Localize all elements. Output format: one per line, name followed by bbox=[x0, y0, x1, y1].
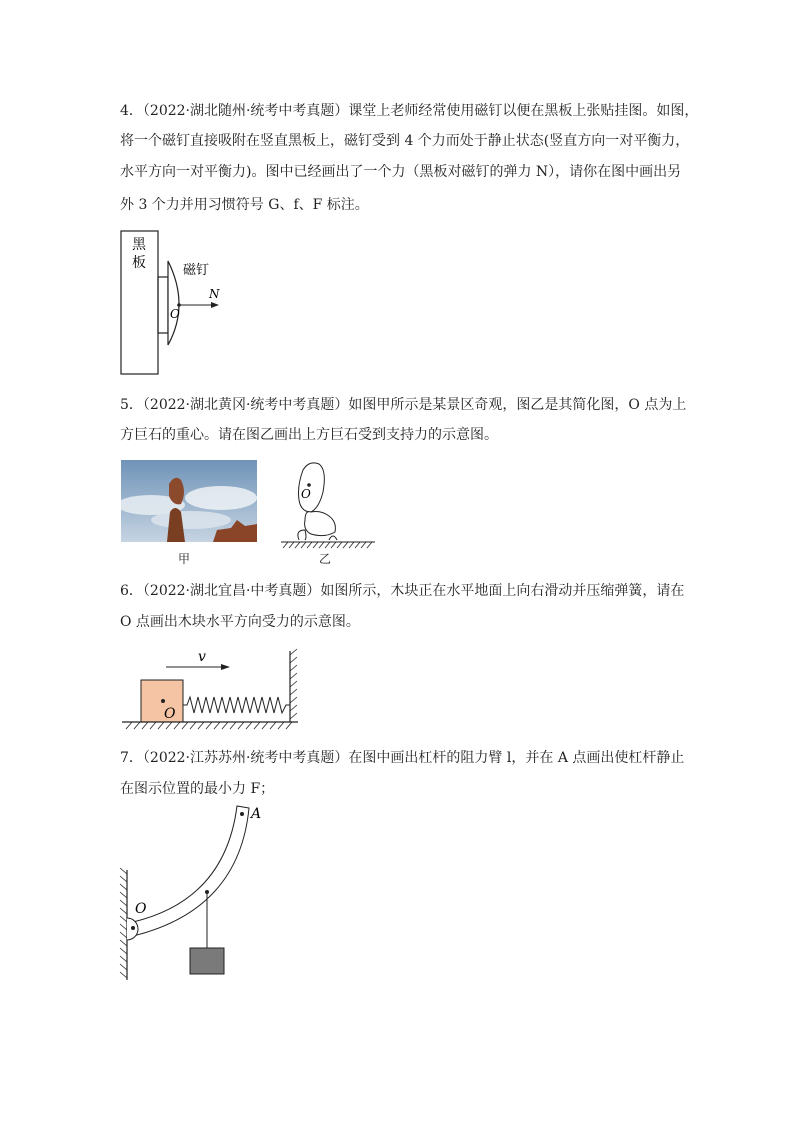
wall-hatch bbox=[120, 868, 127, 978]
end-a-dot bbox=[240, 812, 244, 816]
q6-text-line-1: 6．（2022·湖北宜昌·中考真题）如图所示，木块正在水平地面上向右滑动并压缩弹簧，请在 bbox=[120, 583, 685, 599]
q7-figure bbox=[115, 800, 275, 990]
end-a-label: A bbox=[251, 806, 262, 822]
q5-text-line-2: 方巨石的重心。请在图乙画出上方巨石受到支持力的示意图。 bbox=[120, 427, 498, 443]
wall-hatch bbox=[290, 649, 297, 719]
point-o-dot bbox=[161, 699, 165, 703]
force-n-label: N bbox=[209, 287, 220, 301]
q4-text-line-2: 将一个磁钉直接吸附在竖直黑板上，磁钉受到 4 个力而处于静止状态(竖直方向一对平衡力， bbox=[120, 133, 690, 149]
q4-figure bbox=[115, 225, 235, 380]
spring bbox=[183, 697, 290, 713]
point-o-label: O bbox=[301, 487, 311, 501]
ground-hatch bbox=[283, 542, 372, 548]
q6-text-line-2: O 点画出木块水平方向受力的示意图。 bbox=[120, 614, 360, 630]
curved-lever bbox=[133, 806, 249, 936]
q5-sketch bbox=[275, 458, 385, 550]
lower-rock-outline bbox=[305, 512, 336, 536]
pivot-dot bbox=[131, 926, 135, 930]
q4-text-line-4: 外 3 个力并用习惯符号 G、f、F 标注。 bbox=[120, 197, 369, 213]
q4-text-line-1: 4．（2022·湖北随州·统考中考真题）课堂上老师经常使用磁钉以便在黑板上张贴挂图。如图， bbox=[120, 103, 699, 119]
pivot-label: O bbox=[135, 901, 147, 917]
blackboard-label-1: 黑 bbox=[132, 237, 146, 253]
magnet-label: 磁钉 bbox=[183, 263, 210, 278]
point-o-label: O bbox=[170, 307, 180, 321]
caption-jia: 甲 bbox=[178, 552, 191, 566]
velocity-arrowhead bbox=[221, 664, 230, 670]
ground-hatch bbox=[126, 722, 292, 729]
blackboard-label-2: 板 bbox=[132, 255, 146, 271]
q7-text-line-2: 在图示位置的最小力 F； bbox=[120, 781, 275, 797]
force-n-arrowhead bbox=[211, 302, 219, 308]
magnet-dome bbox=[168, 261, 179, 345]
q6-figure bbox=[120, 645, 305, 735]
point-o-label: O bbox=[164, 706, 176, 722]
q5-text-line-1: 5．（2022·湖北黄冈·统考中考真题）如图甲所示是某景区奇观，图乙是其简化图，O 点为上 bbox=[120, 397, 687, 413]
velocity-label: v bbox=[198, 649, 206, 665]
caption-yi: 乙 bbox=[319, 552, 332, 566]
q7-text-line-1: 7．（2022·江苏苏州·统考中考真题）在图中画出杠杆的阻力臂 l，并在 A 点画出使杠杆静止 bbox=[120, 750, 685, 766]
magnet-base bbox=[158, 277, 168, 333]
q5-photo bbox=[121, 460, 257, 542]
hanging-weight bbox=[190, 948, 224, 974]
q4-text-line-3: 水平方向一对平衡力)。图中已经画出了一个力（黑板对磁钉的弹力 N），请你在图中画出另 bbox=[120, 164, 682, 180]
